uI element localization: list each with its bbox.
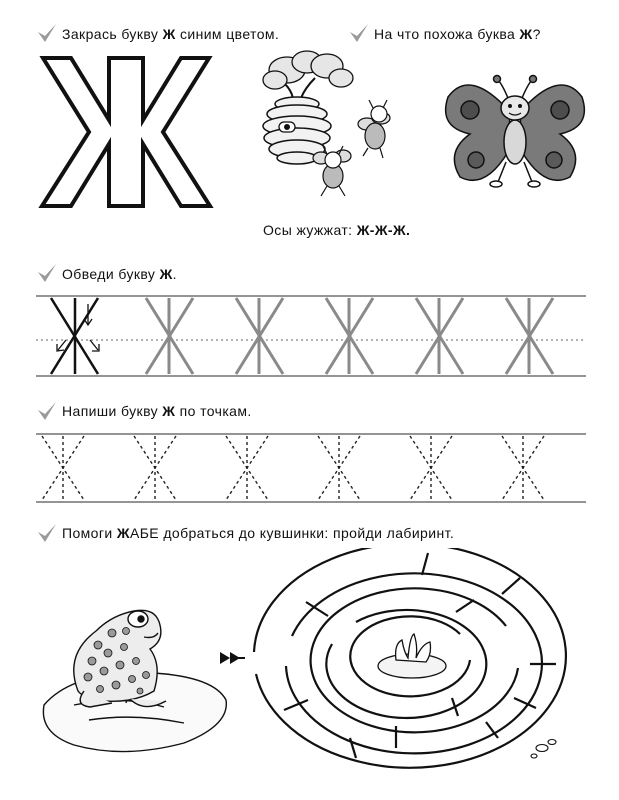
instruction-color-letter: Закрась букву Ж синим цветом. xyxy=(62,26,280,42)
dotted-letter xyxy=(226,436,268,500)
frog-illustration xyxy=(34,595,234,765)
dotted-letter xyxy=(134,436,176,500)
instruction-trace-letter: Обведи букву Ж. xyxy=(62,266,177,282)
trace-letter xyxy=(326,298,373,374)
check-icon xyxy=(36,400,58,422)
example-letter xyxy=(51,298,98,374)
dotted-letter xyxy=(410,436,452,500)
dotted-letter-row[interactable] xyxy=(36,432,586,504)
beehive-bees-illustration xyxy=(255,48,430,208)
check-icon xyxy=(348,22,370,44)
maze[interactable] xyxy=(246,548,576,780)
dotted-letter xyxy=(318,436,360,500)
instruction-maze: Помоги ЖАБЕ добраться до кувшинки: пройди лабиринт. xyxy=(62,525,455,541)
bees-sound: Ж-Ж-Ж. xyxy=(356,222,411,238)
check-icon xyxy=(36,262,58,284)
trace-letter xyxy=(236,298,283,374)
check-icon xyxy=(36,22,58,44)
bees-caption: Осы жужжат: Ж-Ж-Ж. xyxy=(263,222,411,238)
butterfly-illustration xyxy=(440,72,590,197)
instruction-write-dotted: Напиши букву Ж по точкам. xyxy=(62,403,252,419)
trace-letter xyxy=(506,298,553,374)
maze-start-arrow-icon xyxy=(218,650,246,666)
big-letter-outline[interactable] xyxy=(38,56,214,208)
trace-letter xyxy=(416,298,463,374)
instruction-what-looks-like: На что похожа буква Ж? xyxy=(374,26,541,42)
trace-letter-row[interactable] xyxy=(36,294,586,378)
dotted-letter xyxy=(42,436,84,500)
check-icon xyxy=(36,522,58,544)
trace-letter xyxy=(146,298,193,374)
dotted-letter xyxy=(502,436,544,500)
